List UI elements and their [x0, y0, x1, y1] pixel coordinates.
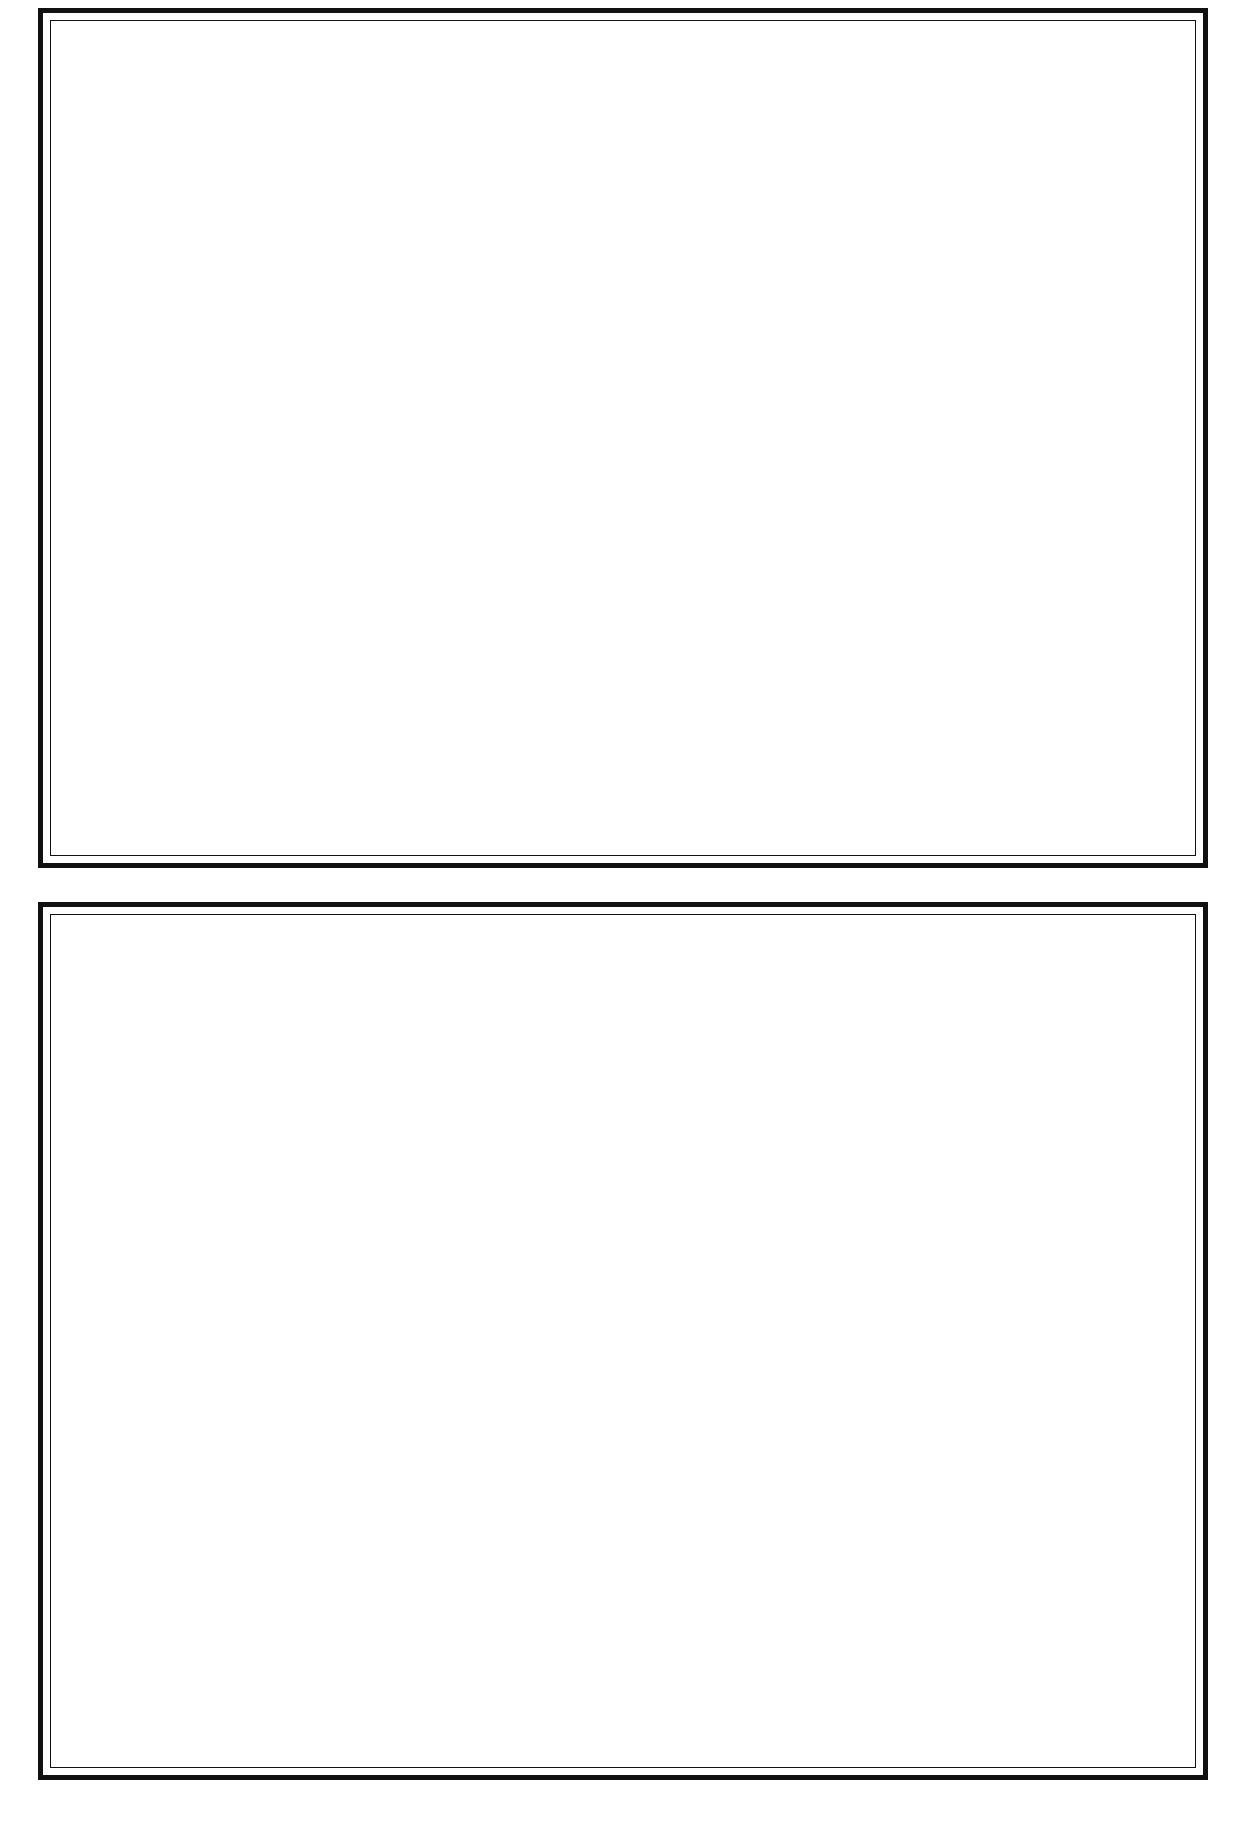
- top-page-frame: [38, 8, 1208, 868]
- bottom-text-columns: [55, 919, 1191, 1763]
- top-text-columns: [55, 25, 1191, 851]
- bottom-page-frame: [38, 902, 1208, 1780]
